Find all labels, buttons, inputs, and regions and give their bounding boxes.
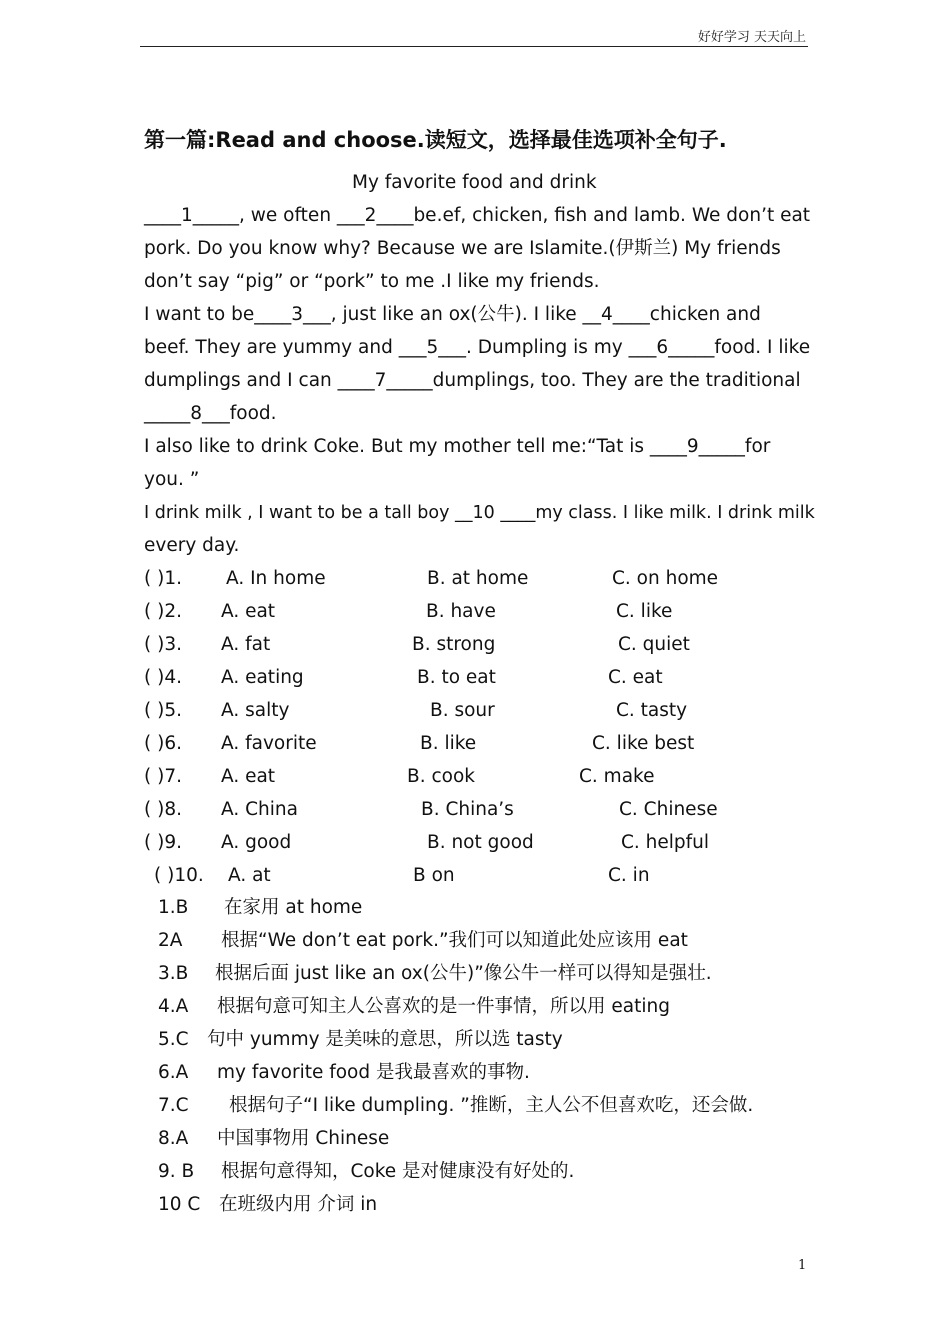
option-a: A. China	[221, 799, 298, 820]
question-number: ( )2.	[144, 601, 182, 622]
option-a: A. at	[228, 865, 271, 886]
question-number: ( )10.	[154, 865, 204, 886]
header-motto: 好好学习 天天向上	[697, 30, 806, 45]
option-a: A. good	[221, 832, 292, 853]
option-c: C. like	[616, 601, 673, 622]
answer-label: 2A	[158, 930, 183, 951]
option-a: A. salty	[221, 700, 290, 721]
answer-explanation: 中国事物用 Chinese	[217, 1128, 390, 1149]
option-a: A. eat	[221, 766, 276, 787]
option-b: B. China’s	[421, 799, 514, 820]
answer-explanation: my favorite food 是我最喜欢的事物.	[217, 1062, 530, 1083]
passage-line: don’t say “pig” or “pork” to me .I like my friends.	[144, 271, 600, 292]
option-c: C. in	[608, 865, 650, 886]
option-a: A. eating	[221, 667, 304, 688]
option-b: B. sour	[430, 700, 495, 721]
passage-line: every day.	[144, 535, 240, 556]
option-b: B. at home	[427, 568, 529, 589]
answer-explanation: 句中 yummy 是美味的意思，所以选 tasty	[207, 1029, 563, 1050]
answer-label: 8.A	[158, 1128, 189, 1149]
passage-line: I want to be____3___, just like an ox(公牛). I like __4____chicken and	[144, 304, 761, 325]
passage-line: you. ”	[144, 469, 200, 490]
passage-line: I also like to drink Coke. But my mother tell me:“Tat is ____9_____for	[144, 436, 771, 457]
page-header	[140, 24, 808, 47]
question-number: ( )7.	[144, 766, 182, 787]
option-c: C. on home	[612, 568, 719, 589]
answer-explanation: 根据句子“I like dumpling. ”推断，主人公不但喜欢吃，还会做.	[229, 1095, 754, 1116]
question-number: ( )5.	[144, 700, 182, 721]
option-a: A. In home	[226, 568, 326, 589]
question-number: ( )8.	[144, 799, 182, 820]
option-b: B. like	[420, 733, 477, 754]
answer-label: 6.A	[158, 1062, 189, 1083]
option-c: C. eat	[608, 667, 663, 688]
question-number: ( )3.	[144, 634, 182, 655]
answer-label: 4.A	[158, 996, 189, 1017]
answer-explanation: 根据句意得知，Coke 是对健康没有好处的.	[221, 1161, 575, 1182]
answer-explanation: 根据后面 just like an ox(公牛)”像公牛一样可以得知是强壮.	[215, 963, 712, 984]
section-heading: 第一篇:Read and choose.读短文，选择最佳选项补全句子.	[144, 128, 727, 152]
page-number: 1	[798, 1258, 807, 1273]
answer-explanation: 根据“We don’t eat pork.”我们可以知道此处应该用 eat	[221, 930, 688, 951]
question-number: ( )1.	[144, 568, 182, 589]
option-a: A. eat	[221, 601, 276, 622]
option-c: C. make	[579, 766, 655, 787]
question-number: ( )6.	[144, 733, 182, 754]
option-a: A. fat	[221, 634, 271, 655]
passage-line: _____8___food.	[144, 403, 277, 424]
answer-label: 1.B	[158, 897, 189, 918]
answer-label: 5.C	[158, 1029, 189, 1050]
passage-line: I drink milk , I want to be a tall boy __10 ____my class. I like milk. I drink milk	[144, 503, 815, 523]
answer-explanation: 根据句意可知主人公喜欢的是一件事情，所以用 eating	[217, 996, 670, 1017]
option-b: B. not good	[427, 832, 534, 853]
answer-label: 10 C	[158, 1194, 201, 1215]
question-number: ( )9.	[144, 832, 182, 853]
option-c: C. like best	[592, 733, 695, 754]
passage-line: ____1_____, we often ___2____be.ef, chicken, fish and lamb. We don’t eat	[144, 205, 811, 226]
option-b: B. strong	[412, 634, 496, 655]
option-c: C. tasty	[616, 700, 688, 721]
passage-title: My favorite food and drink	[352, 172, 597, 193]
option-b: B. to eat	[417, 667, 496, 688]
question-number: ( )4.	[144, 667, 182, 688]
answer-explanation: 在班级内用 介词 in	[219, 1194, 378, 1215]
answer-explanation: 在家用 at home	[224, 897, 363, 918]
option-b: B. have	[426, 601, 496, 622]
passage-line: dumplings and I can ____7_____dumplings, too. They are the traditional	[144, 370, 801, 391]
option-b: B on	[413, 865, 455, 886]
answer-label: 9. B	[158, 1161, 195, 1182]
option-b: B. cook	[407, 766, 475, 787]
answer-label: 3.B	[158, 963, 189, 984]
option-c: C. helpful	[621, 832, 710, 853]
option-c: C. quiet	[618, 634, 690, 655]
passage-line: beef. They are yummy and ___5___. Dumpling is my ___6_____food. I like	[144, 337, 811, 358]
passage-line: pork. Do you know why? Because we are Islamite.(伊斯兰) My friends	[144, 238, 781, 259]
answer-label: 7.C	[158, 1095, 189, 1116]
option-a: A. favorite	[221, 733, 317, 754]
option-c: C. Chinese	[619, 799, 718, 820]
